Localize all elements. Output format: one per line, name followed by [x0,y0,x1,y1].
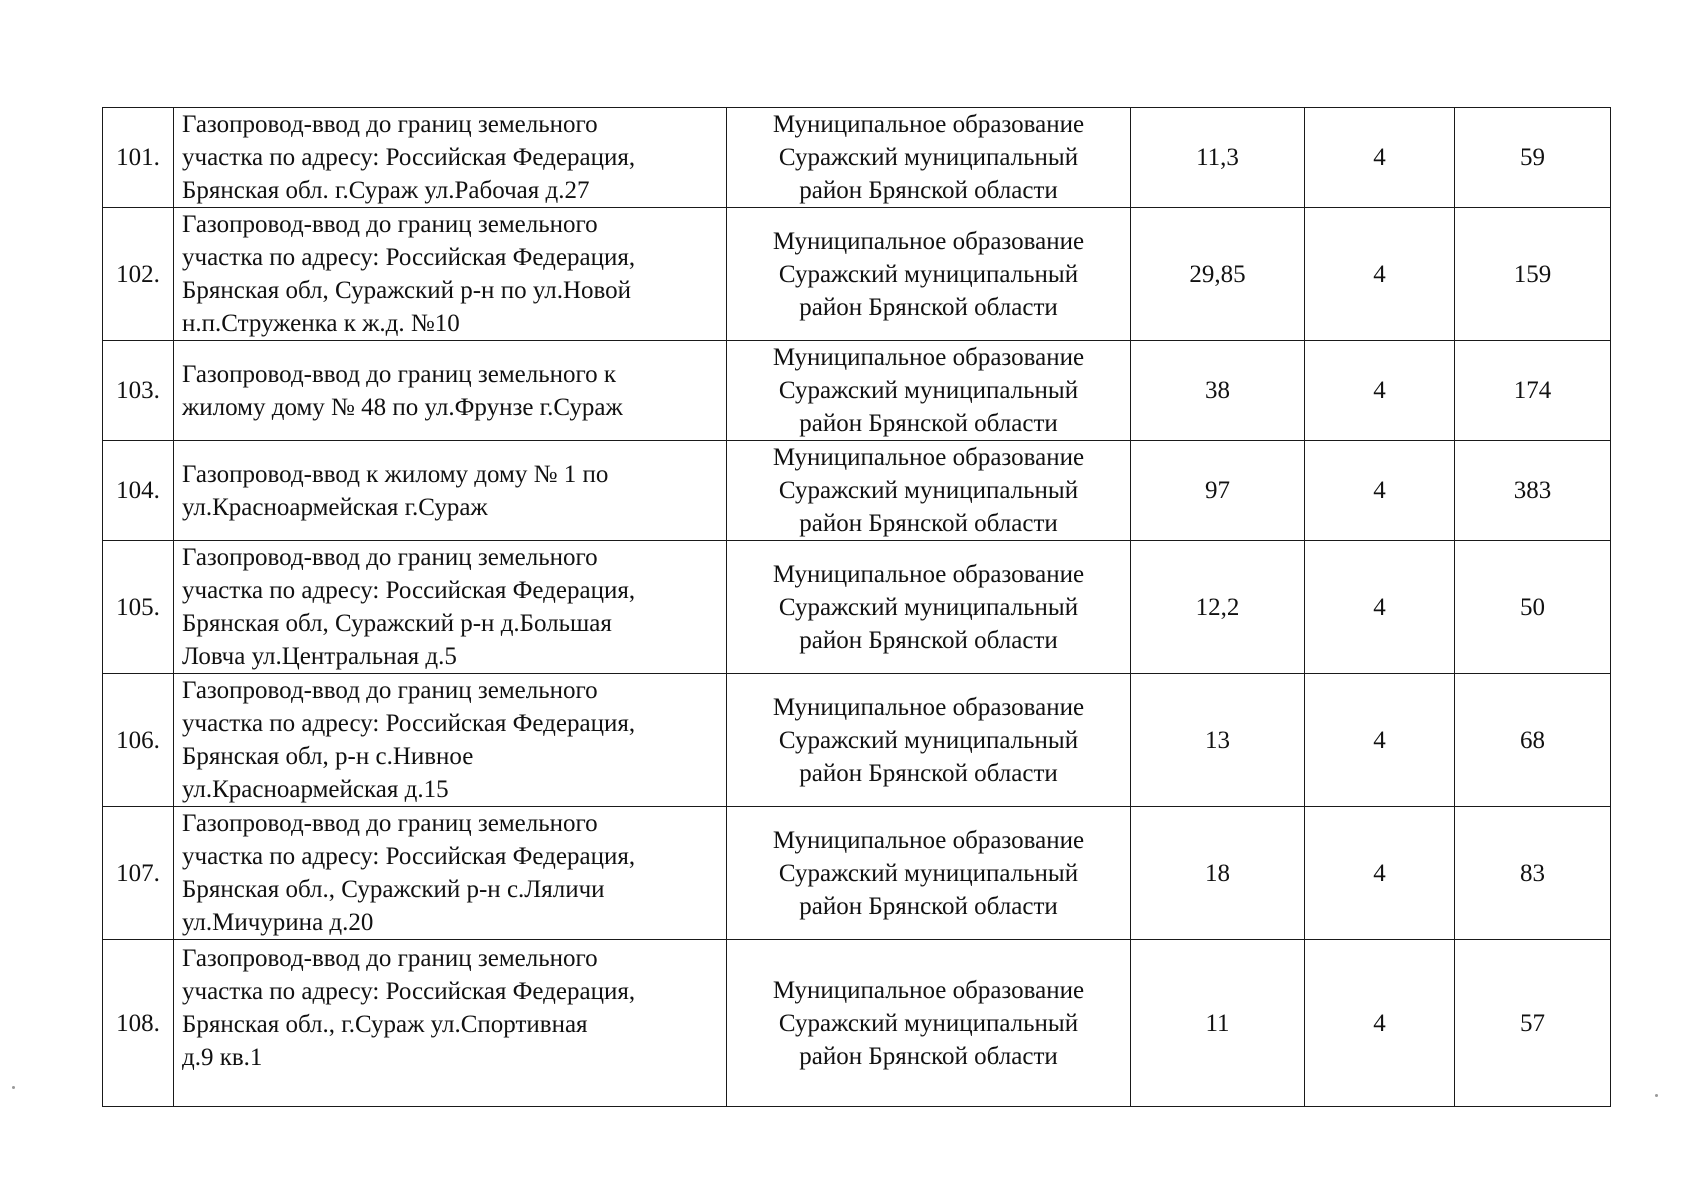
length-cell: 18 [1131,807,1305,940]
object-description-cell [174,341,727,441]
object-description-line: Газопровод-ввод до границ земельного [182,945,598,972]
object-description-line: участка по адресу: Российская Федерация, [182,843,636,870]
owner-line: район Брянской области [799,759,1058,787]
value-cell: 50 [1455,541,1611,674]
category-cell: 4 [1305,674,1455,807]
object-description-line: Брянская обл, Суражский р-н по ул.Новой [182,277,632,304]
table-row [103,541,1611,674]
category-cell: 4 [1305,807,1455,940]
category-cell: 4 [1305,341,1455,441]
owner-line: Суражский муниципальный [778,260,1079,288]
row-number: 108. [103,940,174,1107]
object-description-line: Брянская обл. г.Сураж ул.Рабочая д.27 [182,177,590,204]
length-cell: 97 [1131,441,1305,541]
owner-line: Суражский муниципальный [778,1009,1079,1037]
object-description-line: участка по адресу: Российская Федерация, [182,978,636,1005]
object-description-cell [174,807,727,940]
owner-cell [727,807,1131,940]
owner-line: район Брянской области [799,626,1058,654]
owner-cell [727,674,1131,807]
table-body [103,108,1611,1107]
owner-line: Суражский муниципальный [778,477,1079,504]
length-cell: 29,85 [1131,208,1305,341]
object-description-cell [174,208,727,341]
owner-line: Муниципальное образование [772,344,1085,371]
value-cell: 383 [1455,441,1611,541]
owner-cell [727,541,1131,674]
category-cell: 4 [1305,541,1455,674]
scan-speck-right [1655,1094,1658,1097]
owner-line: Муниципальное образование [772,444,1085,471]
length-cell: 12,2 [1131,541,1305,674]
object-description-line: Брянская обл, р-н с.Нивное [182,743,474,770]
owner-line: район Брянской области [799,510,1058,537]
object-description-line: Газопровод-ввод до границ земельного [182,111,598,138]
owner-line: район Брянской области [799,1042,1058,1070]
object-description-cell [174,940,727,1107]
object-description-line: Газопровод-ввод до границ земельного [182,677,598,704]
length-cell: 11 [1131,940,1305,1107]
row-number: 104. [103,441,174,541]
row-number: 101. [103,108,174,208]
row-number: 107. [103,807,174,940]
length-cell: 13 [1131,674,1305,807]
object-description-line: участка по адресу: Российская Федерация, [182,144,636,171]
category-cell: 4 [1305,940,1455,1107]
row-number: 103. [103,341,174,441]
owner-line: Суражский муниципальный [778,726,1079,754]
owner-line: Муниципальное образование [772,693,1085,721]
owner-line: Муниципальное образование [772,227,1085,255]
owner-line: район Брянской области [799,410,1058,437]
table-row [103,807,1611,940]
length-cell: 11,3 [1131,108,1305,208]
object-description-line: Газопровод-ввод до границ земельного [182,544,598,571]
object-description-line: Газопровод-ввод до границ земельного [182,211,598,238]
value-cell: 174 [1455,341,1611,441]
object-description-line: Газопровод-ввод до границ земельного [182,810,598,837]
object-description-line: ул.Мичурина д.20 [182,909,374,936]
owner-line: Суражский муниципальный [778,144,1079,171]
object-description-line: Брянская обл., Суражский р-н с.Ляличи [182,876,605,903]
object-description-line: Брянская обл, Суражский р-н д.Большая [182,610,612,637]
table-row [103,208,1611,341]
owner-line: Муниципальное образование [772,976,1085,1004]
value-cell: 159 [1455,208,1611,341]
table-row [103,441,1611,541]
table-row [103,674,1611,807]
owner-line: район Брянской области [799,892,1058,920]
row-number: 106. [103,674,174,807]
table-row [103,940,1611,1107]
owner-line: Суражский муниципальный [778,593,1079,621]
row-number: 105. [103,541,174,674]
value-cell: 59 [1455,108,1611,208]
owner-line: Суражский муниципальный [778,859,1079,887]
object-description-line: Газопровод-ввод до границ земельного к [182,360,617,388]
owner-line: Суражский муниципальный [778,377,1079,404]
value-cell: 68 [1455,674,1611,807]
length-cell: 38 [1131,341,1305,441]
table-row [103,108,1611,208]
object-description-line: участка по адресу: Российская Федерация, [182,710,636,737]
owner-cell [727,940,1131,1107]
object-description-line: ул.Красноармейская д.15 [182,776,449,803]
value-cell: 83 [1455,807,1611,940]
object-description-cell [174,441,727,541]
object-description-line: Ловча ул.Центральная д.5 [182,643,457,670]
object-description-line: Газопровод-ввод к жилому дому № 1 по [182,460,609,488]
object-description-line: участка по адресу: Российская Федерация, [182,244,636,271]
owner-cell [727,441,1131,541]
owner-line: район Брянской области [799,293,1058,321]
scan-speck-left [12,1086,15,1089]
owner-cell [727,208,1131,341]
row-number: 102. [103,208,174,341]
object-description-line: д.9 кв.1 [182,1044,263,1071]
owner-line: Муниципальное образование [772,560,1085,588]
object-description-line: н.п.Струженка к ж.д. №10 [182,310,460,337]
object-description-line: Брянская обл., г.Сураж ул.Спортивная [182,1011,588,1038]
object-description-line: жилому дому № 48 по ул.Фрунзе г.Сураж [182,393,623,421]
category-cell: 4 [1305,208,1455,341]
owner-cell [727,341,1131,441]
table-row [103,341,1611,441]
owner-cell [727,108,1131,208]
owner-line: Муниципальное образование [772,111,1085,138]
object-description-line: участка по адресу: Российская Федерация, [182,577,636,604]
category-cell: 4 [1305,108,1455,208]
object-description-cell [174,674,727,807]
owner-line: Муниципальное образование [772,826,1085,854]
object-description-cell [174,541,727,674]
gas-pipeline-registry-table [102,107,1611,1107]
object-description-line: ул.Красноармейская г.Сураж [182,493,488,521]
object-description-cell [174,108,727,208]
category-cell: 4 [1305,441,1455,541]
owner-line: район Брянской области [799,177,1058,204]
value-cell: 57 [1455,940,1611,1107]
